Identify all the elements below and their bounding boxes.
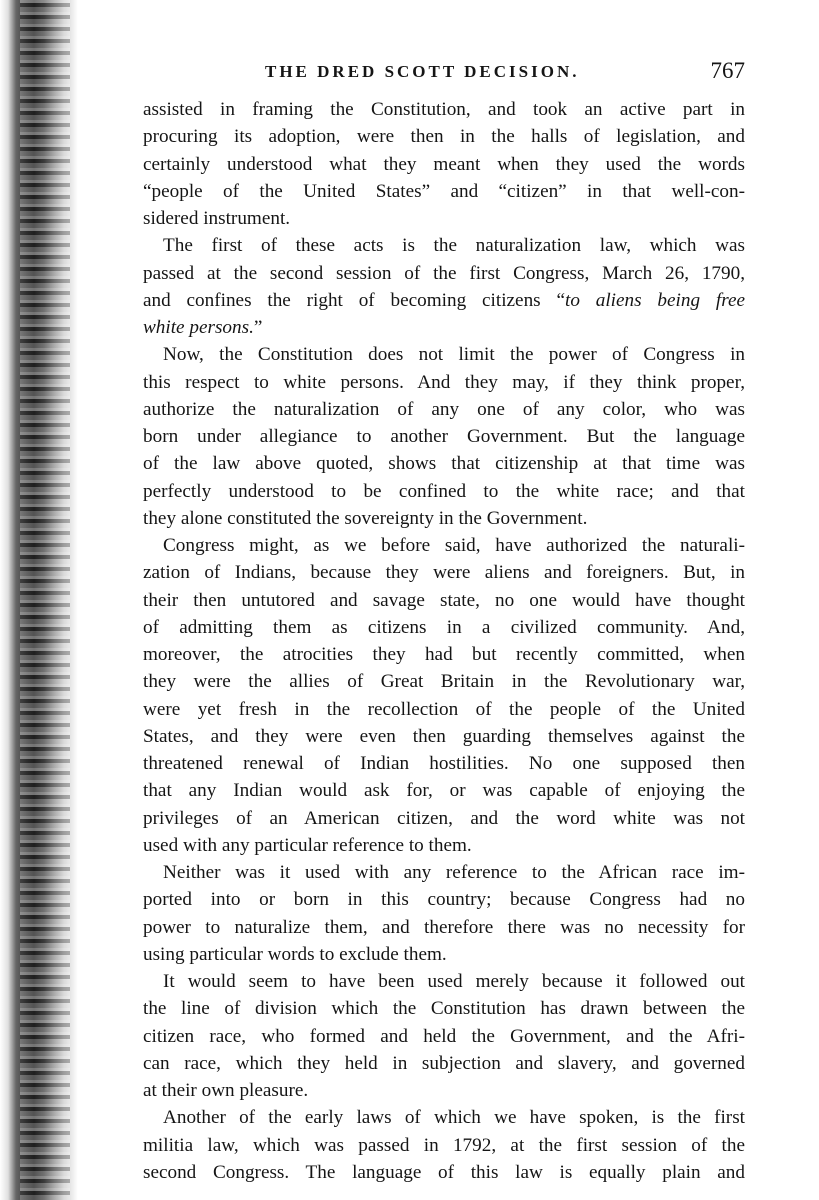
text-segment: of the law above quoted, shows that citizenship at that time was	[143, 453, 745, 475]
text-line	[143, 807, 745, 831]
text-line	[143, 970, 745, 994]
text-line	[143, 425, 745, 449]
text-segment: sidered instrument.	[143, 208, 291, 229]
text-line	[143, 834, 745, 858]
text-line	[143, 943, 745, 967]
text-line	[143, 180, 745, 204]
text-line	[143, 480, 745, 504]
text-segment: their then untutored and savage state, no one would have thought	[143, 589, 745, 611]
text-segment: States, and they were even then guarding themselves against the	[143, 725, 745, 747]
text-line	[143, 888, 745, 912]
text-segment: The first of these acts is the naturalization law, which was	[163, 235, 745, 257]
text-line	[143, 262, 745, 286]
text-line	[143, 1106, 745, 1130]
text-segment: Neither was it used with any reference to the African race im-	[163, 862, 745, 883]
text-line	[143, 343, 745, 367]
text-segment: authorize the naturalization of any one of any color, who was	[143, 398, 745, 420]
text-segment: using particular words to exclude them.	[143, 943, 447, 965]
text-segment: they were the allies of Great Britain in the Revolutionary war,	[143, 671, 745, 693]
text-segment: that any Indian would ask for, or was capable of enjoying the	[143, 780, 745, 802]
text-segment: can race, which they held in subjection and slavery, and governed	[143, 1052, 745, 1074]
page-header	[265, 60, 745, 90]
text-line	[143, 670, 745, 694]
text-line	[143, 779, 745, 803]
text-segment: Now, the Constitution does not limit the power of Congress in	[163, 344, 745, 366]
italic-text: to aliens being free	[564, 289, 745, 311]
text-segment: power to naturalize them, and therefore there was no necessity for	[143, 916, 745, 938]
text-line	[143, 1079, 745, 1103]
text-segment: assisted in framing the Constitution, and took an active part in	[143, 99, 745, 120]
text-line	[143, 398, 745, 422]
text-line	[143, 125, 745, 149]
text-line	[143, 452, 745, 476]
text-line	[143, 371, 745, 395]
text-segment: ”	[253, 317, 263, 338]
text-line	[143, 916, 745, 940]
text-segment: Another of the early laws of which we have spoken, is the first	[163, 1107, 745, 1129]
text-line	[143, 861, 745, 885]
text-line	[143, 153, 745, 177]
text-line	[143, 698, 745, 722]
text-segment: perfectly understood to be confined to the white race; and that	[143, 480, 745, 502]
text-segment: were yet fresh in the recollection of the people of the United	[143, 698, 745, 720]
text-line	[143, 997, 745, 1021]
text-line	[143, 1134, 745, 1158]
text-line	[143, 207, 745, 231]
text-segment: threatened renewal of Indian hostilities. No one supposed then	[143, 753, 745, 774]
text-segment: passed at the second session of the first Congress, March 26, 1790,	[143, 262, 745, 284]
text-segment: “people of the United States” and “citizen” in that well-con-	[143, 180, 745, 202]
text-segment: second Congress. The language of this law is equally plain and	[143, 1161, 745, 1183]
italic-text: white persons.	[143, 317, 254, 338]
text-segment: zation of Indians, because they were aliens and foreigners. But, in	[143, 562, 745, 584]
text-segment: at their own pleasure.	[143, 1080, 309, 1101]
text-line	[143, 589, 745, 613]
text-line	[143, 98, 745, 122]
text-segment: moreover, the atrocities they had but recently committed, when	[143, 644, 745, 665]
text-segment: procuring its adoption, were then in the halls of legislation, and	[143, 126, 745, 148]
text-line	[143, 234, 745, 258]
text-segment: It would seem to have been used merely because it followed out	[163, 971, 745, 992]
text-line	[143, 1161, 745, 1185]
text-segment: used with any particular reference to them.	[143, 834, 472, 856]
text-segment: militia law, which was passed in 1792, at the first session of the	[143, 1134, 745, 1156]
text-segment: this respect to white persons. And they may, if they think proper,	[143, 371, 745, 393]
text-segment: born under allegiance to another Government. But the language	[143, 426, 745, 447]
text-segment: they alone constituted the sovereignty in the Government.	[143, 507, 588, 529]
text-line	[143, 643, 745, 667]
text-line	[143, 616, 745, 640]
text-line	[143, 725, 745, 749]
text-segment: citizen race, who formed and held the Government, and the Afri-	[143, 1025, 745, 1047]
text-segment: and confines the right of becoming citizens “	[143, 289, 565, 311]
text-line	[143, 561, 745, 585]
text-line	[143, 1052, 745, 1076]
text-segment: the line of division which the Constitution has drawn between the	[143, 998, 745, 1020]
text-segment: of admitting them as citizens in a civilized community. And,	[143, 616, 745, 638]
scan-noise	[20, 0, 70, 1200]
text-line	[143, 316, 745, 340]
text-segment: Congress might, as we before said, have authorized the naturali-	[163, 535, 745, 556]
running-title: THE DRED SCOTT DECISION.	[265, 62, 580, 81]
text-segment: certainly understood what they meant when they used the words	[143, 153, 745, 175]
page-number: 767	[710, 58, 745, 83]
text-line	[143, 289, 745, 313]
text-line	[143, 534, 745, 558]
text-line	[143, 507, 745, 531]
text-line	[143, 1025, 745, 1049]
text-segment: ported into or born in this country; because Congress had no	[143, 889, 745, 911]
text-line	[143, 752, 745, 776]
text-segment: privileges of an American citizen, and the word white was not	[143, 807, 745, 829]
